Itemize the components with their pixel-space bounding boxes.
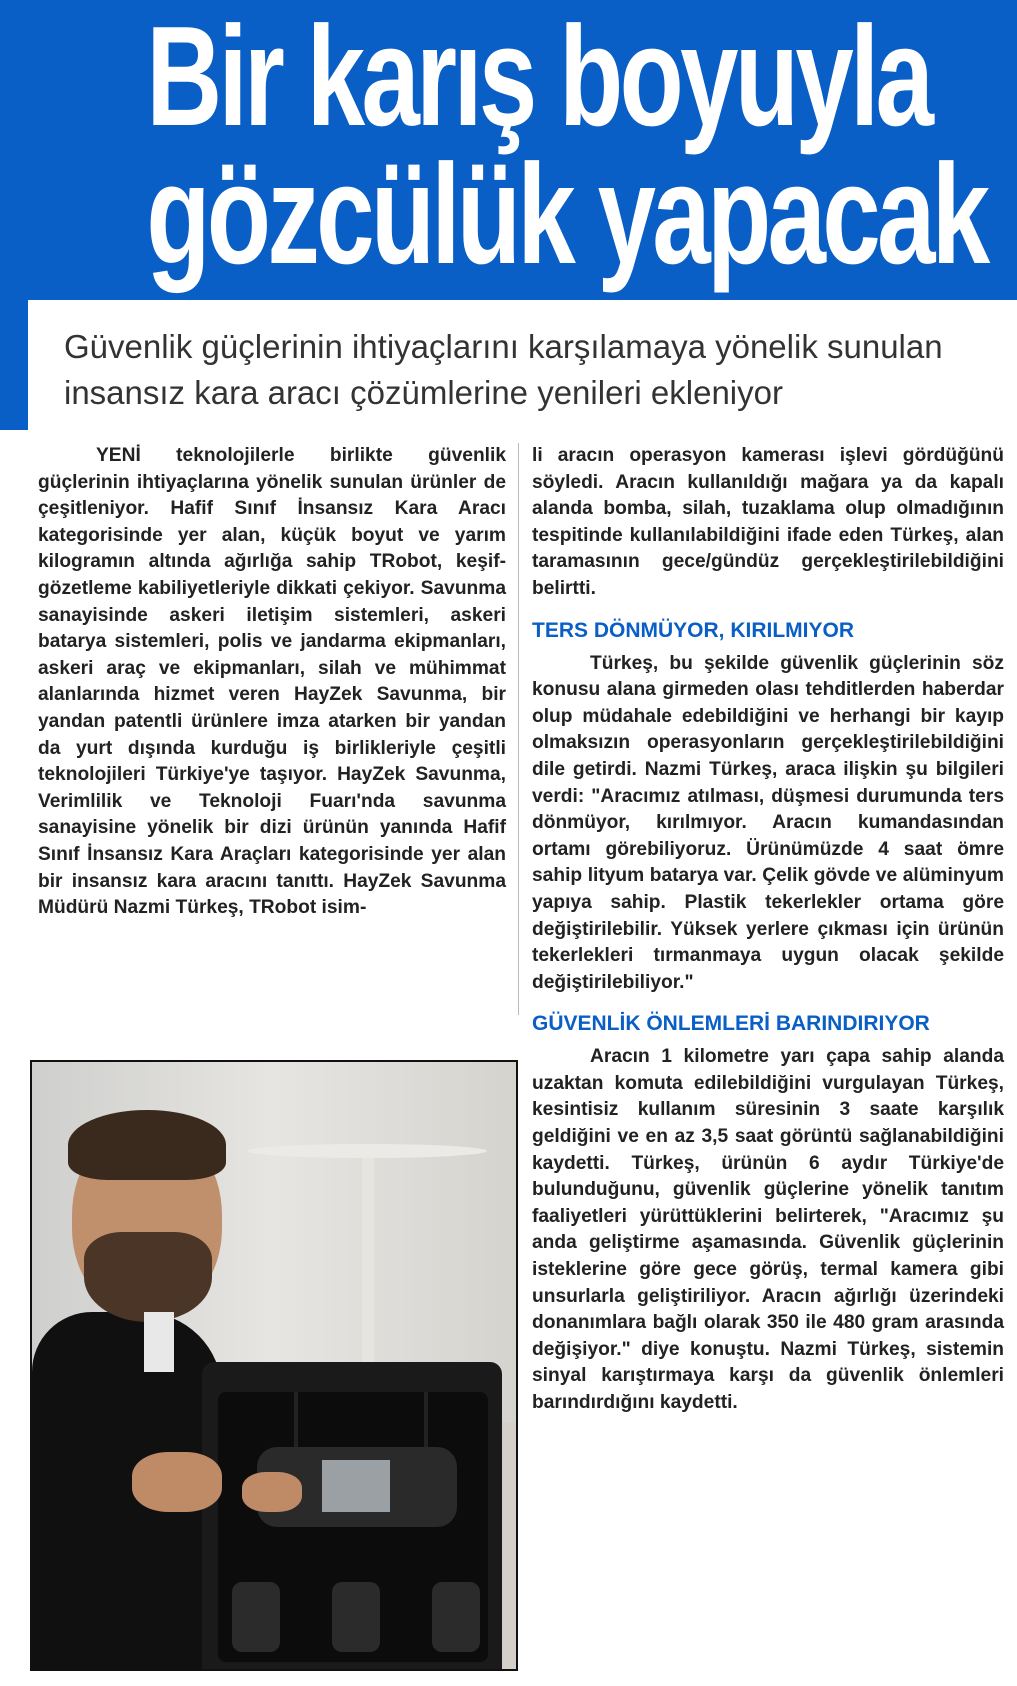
section-heading: TERS DÖNMÜYOR, KIRILMIYOR [532, 618, 855, 642]
news-photo [30, 1060, 518, 1671]
article-paragraph: YENİ teknolojilerle birlikte güvenlik güçlerinin ihtiyaçlarına yönelik sunulan ürünler de çeşitleniyor. Hafif Sınıf İnsansız Kara Aracı kategorisinde yer alan, küçük boyut ve yarım kilogramın altında ağırlığa sahip TRobot, keşif-gözetleme kabiliyetleriyle dikkati çekiyor. Savunma sanayisinde askeri iletişim sistemleri, askeri batarya sistemleri, polis ve jandarma ekipmanları, askeri araç ve ekipmanları, silah ve mühimmat alanlarında hizmet veren HayZek Savunma, bir yandan patentli ürünlere imza atarken bir yandan da yurt dışında kurduğu iş birlikleriyle çeşitli teknolojileri Türkiye'ye taşıyor. HayZek Savunma, Verimlilik ve Teknoloji Fuarı'nda savunma sanayisine yönelik bir dizi ürünün yanında Hafif Sınıf İnsansız Kara Araçları kategorisinde yer alan bir insansız kara aracını tanıttı. HayZek Savunma Müdürü Nazmi Türkeş, TRobot isim- [38, 445, 506, 919]
headline-line-2: gözcülük yapacak [146, 135, 987, 294]
photo-antenna-left [294, 1392, 298, 1452]
article-paragraph: li aracın operasyon kamerası işlevi gördüğünü söyledi. Aracın kullanıldığı mağara ya da kapalı alanda bomba, silah, tuzaklama olup olmadığının tespitinde kullanılabildiğini ifade eden Türkeş, alan taramasının gece/gündüz gerçekleştirilebildiğini belirtti. [532, 445, 1004, 599]
photo-robot-wheel [332, 1582, 380, 1652]
headline-banner [0, 0, 1017, 300]
photo-person-hair [68, 1110, 226, 1180]
photo-antenna-right [424, 1392, 428, 1452]
photo-person-beard [84, 1232, 212, 1322]
photo-lanyard-badge [144, 1312, 174, 1372]
photo-controller-screen [322, 1460, 390, 1512]
headline-line-1: Bir karış boyuyla [146, 0, 931, 156]
photo-table-leg [362, 1158, 374, 1378]
photo-hand-right [242, 1472, 302, 1512]
section-heading: GÜVENLİK ÖNLEMLERİ BARINDIRIYOR [532, 1012, 930, 1036]
photo-table-top [247, 1144, 487, 1158]
headline-title [146, 0, 987, 294]
subtitle-box [28, 300, 1017, 430]
article-paragraph: Aracın 1 kilometre yarı çapa sahip alanda uzaktan komuta edilebildiğini vurgulayan Türkeş, kesintisiz kullanım süresinin 3 saate karşılık geldiğini ve en az 3,5 saat görüntü sağlanabildiğini kaydetti. Türkeş, ürünün 6 aydır Türkiye'de bulunduğunu, güvenlik güçlerine yönelik tanıtım faaliyetleri yürüttüklerini belirterek, "Aracımız şu anda geliştirme aşamasında. Güvenlik güçlerinin isteklerine göre gece görüş, termal kamera gibi unsurlarla geliştiriliyor. Aracın ağırlığı üzerindeki donanımlara bağlı olarak 350 ile 480 gram arasında değişiyor." diye konuştu. Nazmi Türkeş, sistemin sinyal karıştırmaya karşı da güvenlik önlemleri barındırdığını kaydetti. [532, 1046, 1004, 1413]
photo-robot-wheel [432, 1582, 480, 1652]
photo-hand-left [132, 1452, 222, 1512]
column-divider [518, 443, 519, 1015]
article-column-left [38, 443, 506, 922]
subtitle: Güvenlik güçlerinin ihtiyaçlarını karşılamaya yönelik sunulan insansız kara aracı çözümlerine yenileri ekleniyor [64, 328, 943, 411]
photo-robot-wheel [232, 1582, 280, 1652]
article-column-right [532, 443, 1004, 1417]
subtitle-accent-bar [0, 282, 28, 430]
article-paragraph: Türkeş, bu şekilde güvenlik güçlerinin söz konusu alana girmeden olası tehditlerden haberdar olup müdahale edebildiğini ve herhangi bir kayıp olmaksızın operasyonların gerçekleştirilebildiğini dile getirdi. Nazmi Türkeş, araca ilişkin şu bilgileri verdi: "Aracımız atılması, düşmesi durumunda ters dönmüyor, kırılmıyor. Aracın kumandasından ortamı görebiliyoruz. Ürünümüzde 4 saat ömre sahip lityum batarya var. Çelik gövde ve alüminyum yapıya sahip. Plastik tekerlekler ortama göre değiştirilebilir. Yüksek yerlere çıkması için ürünün tekerlekleri tırmanmaya uygun olacak şekilde değiştirilebiliyor." [532, 652, 1004, 993]
